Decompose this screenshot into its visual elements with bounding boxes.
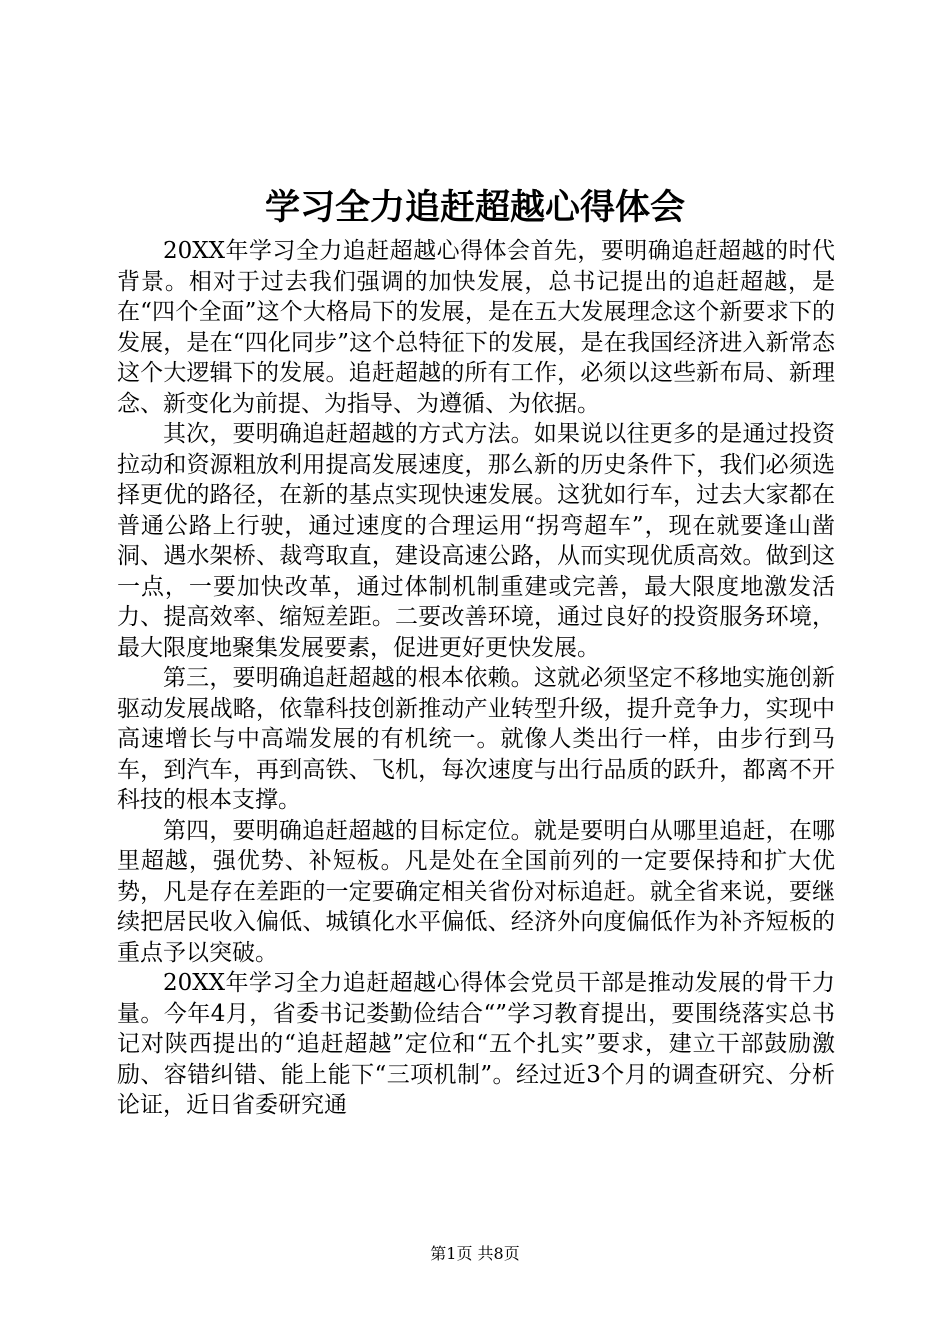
- paragraph: 第三，要明确追赶超越的根本依赖。这就必须坚定不移地实施创新驱动发展战略，依靠科技创新推动产业转型升级，提升竞争力，实现中高速增长与中高端发展的有机统一。就像人类出行一样，由步行到马车，到汽车，再到高铁、飞机，每次速度与出行品质的跃升，都离不开科技的根本支撑。: [117, 665, 835, 813]
- paragraph: 其次，要明确追赶超越的方式方法。如果说以往更多的是通过投资拉动和资源粗放利用提高发展速度，那么新的历史条件下，我们必须选择更优的路径，在新的基点实现快速发展。这犹如行车，过去大家都在普通公路上行驶，通过速度的合理运用“拐弯超车”，现在就要逢山凿洞、遇水架桥、裁弯取直，建设高速公路，从而实现优质高效。做到这一点，一要加快改革，通过体制机制重建或完善，最大限度地激发活力、提高效率、缩短差距。二要改善环境，通过良好的投资服务环境，最大限度地聚集发展要素，促进更好更快发展。: [117, 421, 835, 661]
- paragraph: 20XX年学习全力追赶超越心得体会党员干部是推动发展的骨干力量。今年4月，省委书记娄勤俭结合“”学习教育提出，要围绕落实总书记对陕西提出的“追赶超越”定位和“五个扎实”要求，建立干部鼓励激励、容错纠错、能上能下“三项机制”。经过近3个月的调查研究、分析论证，近日省委研究通: [117, 970, 835, 1118]
- document-body: [117, 236, 835, 1121]
- page-number-footer: 第1页 共8页: [430, 1244, 520, 1263]
- document-title: 学习全力追赶超越心得体会: [264, 187, 685, 228]
- paragraph: 第四，要明确追赶超越的目标定位。就是要明白从哪里追赶，在哪里超越，强优势、补短板。凡是处在全国前列的一定要保持和扩大优势，凡是存在差距的一定要确定相关省份对标追赶。就全省来说，要继续把居民收入偏低、城镇化水平偏低、经济外向度偏低作为补齐短板的重点予以突破。: [117, 817, 835, 966]
- paragraph: 20XX年学习全力追赶超越心得体会首先，要明确追赶超越的时代背景。相对于过去我们强调的加快发展，总书记提出的追赶超越，是在“四个全面”这个大格局下的发展，是在五大发展理念这个新要求下的发展，是在“四化同步”这个总特征下的发展，是在我国经济进入新常态这个大逻辑下的发展。追赶超越的所有工作，必须以这些新布局、新理念、新变化为前提、为指导、为遵循、为依据。: [117, 238, 835, 417]
